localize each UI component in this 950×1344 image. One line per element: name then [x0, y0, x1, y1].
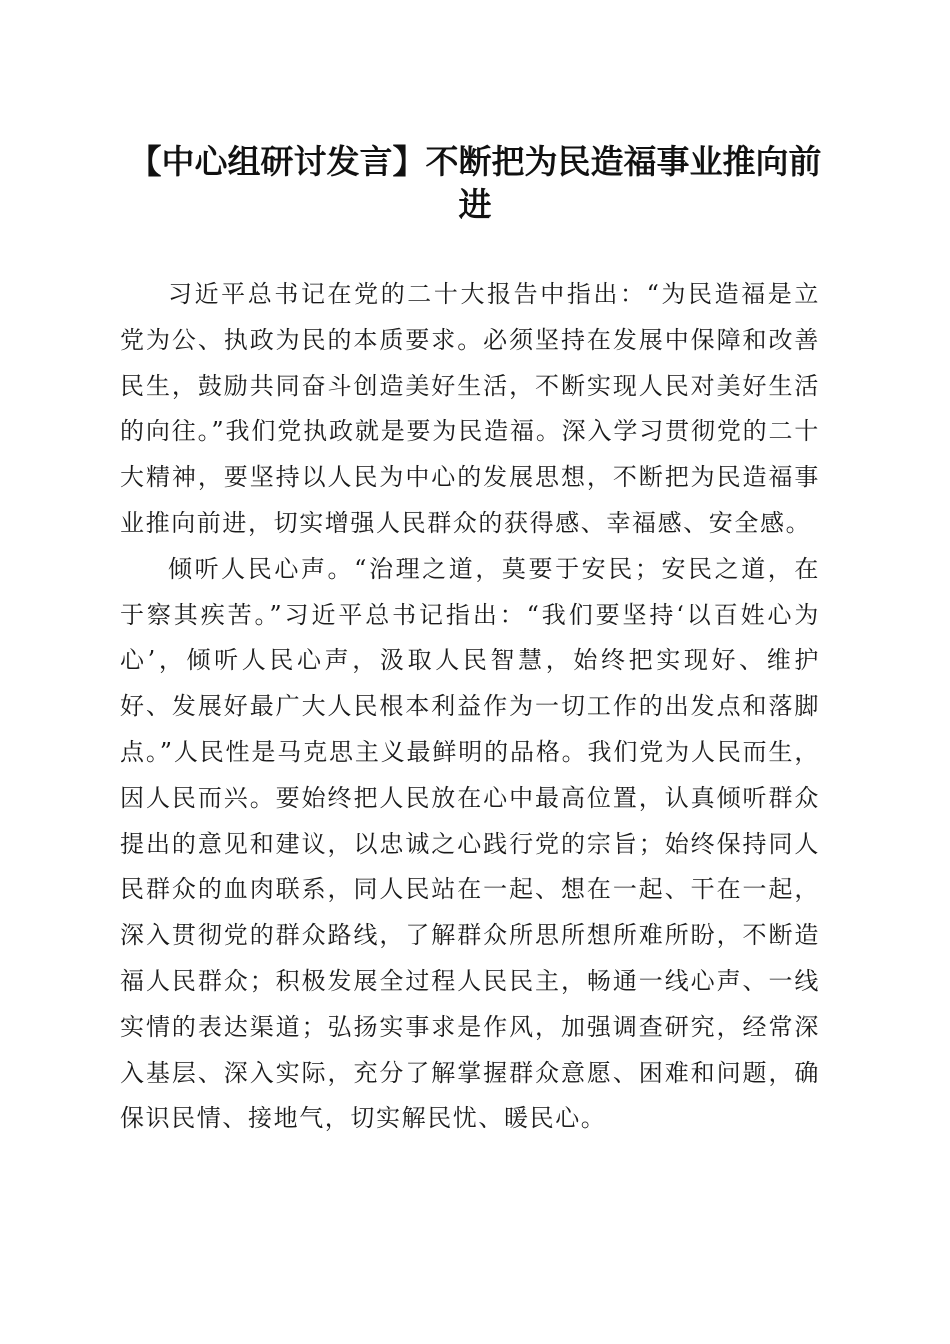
paragraph-intro: 习近平总书记在党的二十大报告中指出：“为民造福是立党为公、执政为民的本质要求。必须坚持在发展中保障和改善民生，鼓励共同奋斗创造美好生活，不断实现人民对美好生活的向往。”我们党执政就是要为民造福。深入学习贯彻党的二十大精神，要坚持以人民为中心的发展思想，不断把为民造福事业推向前进，切实增强人民群众的获得感、幸福感、安全感。: [120, 280, 820, 537]
document-body: [120, 272, 820, 1142]
paragraph-listen-to-people: 倾听人民心声。“治理之道，莫要于安民；安民之道，在于察其疾苦。”习近平总书记指出：“我们要坚持‘以百姓心为心’，倾听人民心声，汲取人民智慧，始终把实现好、维护好、发展好最广大人民根本利益作为一切工作的出发点和落脚点。”人民性是马克思主义最鲜明的品格。我们党为人民而生，因人民而兴。要始终把人民放在心中最高位置，认真倾听群众提出的意见和建议，以忠诚之心践行党的宗旨；始终保持同人民群众的血肉联系，同人民站在一起、想在一起、干在一起，深入贯彻党的群众路线，了解群众所思所想所难所盼，不断造福人民群众；积极发展全过程人民民主，畅通一线心声、一线实情的表达渠道；弘扬实事求是作风，加强调查研究，经常深入基层、深入实际，充分了解掌握群众意愿、困难和问题，确保识民情、接地气，切实解民忧、暖民心。: [120, 554, 820, 1133]
document-title: 【中心组研讨发言】不断把为民造福事业推向前进: [128, 142, 822, 224]
